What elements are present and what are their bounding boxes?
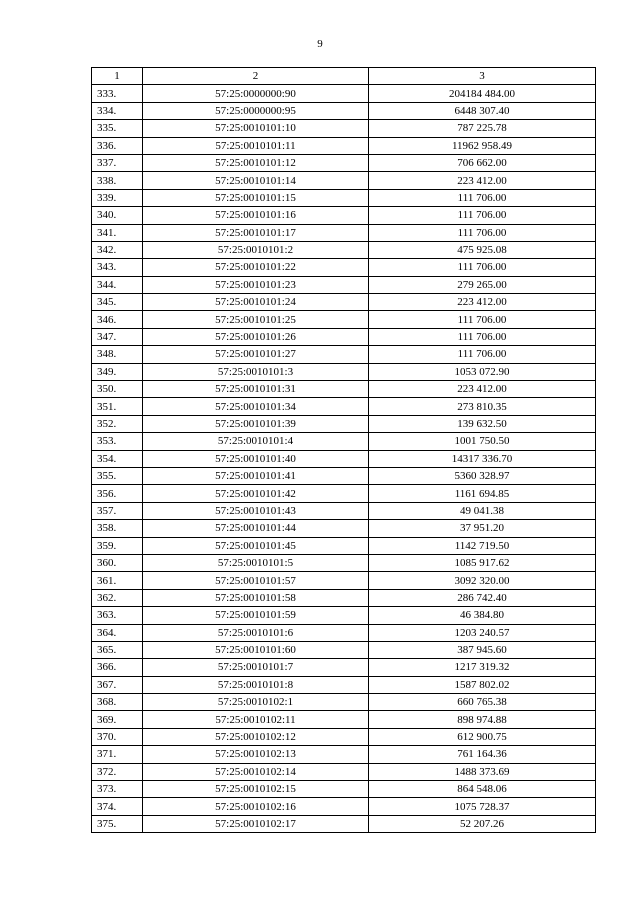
table-row (92, 381, 596, 398)
table-row (92, 346, 596, 363)
cadastral-value-cell: 111 706.00 (369, 224, 596, 241)
column-header-number: 1 (92, 68, 143, 85)
cadastral-number-cell: 57:25:0010101:15 (143, 189, 369, 206)
cadastral-value-cell: 111 706.00 (369, 189, 596, 206)
table-row (92, 85, 596, 102)
cadastral-value-cell: 139 632.50 (369, 415, 596, 432)
table-row (92, 189, 596, 206)
cadastral-number-cell: 57:25:0010101:45 (143, 537, 369, 554)
table-row (92, 450, 596, 467)
row-number-cell: 348. (92, 346, 143, 363)
row-number-cell: 368. (92, 694, 143, 711)
table-row (92, 154, 596, 171)
row-number-cell: 358. (92, 520, 143, 537)
cadastral-number-cell: 57:25:0010102:12 (143, 728, 369, 745)
table-row (92, 311, 596, 328)
cadastral-number-cell: 57:25:0010101:60 (143, 641, 369, 658)
cadastral-number-cell: 57:25:0010101:2 (143, 241, 369, 258)
row-number-cell: 365. (92, 641, 143, 658)
cadastral-value-cell: 1203 240.57 (369, 624, 596, 641)
row-number-cell: 359. (92, 537, 143, 554)
row-number-cell: 366. (92, 659, 143, 676)
row-number-cell: 346. (92, 311, 143, 328)
row-number-cell: 344. (92, 276, 143, 293)
cadastral-value-table (91, 67, 596, 833)
row-number-cell: 367. (92, 676, 143, 693)
cadastral-number-cell: 57:25:0010101:34 (143, 398, 369, 415)
table-row (92, 763, 596, 780)
row-number-cell: 363. (92, 607, 143, 624)
table-row (92, 467, 596, 484)
table-row (92, 537, 596, 554)
column-header-cadastral-value: 3 (369, 68, 596, 85)
row-number-cell: 337. (92, 154, 143, 171)
cadastral-number-cell: 57:25:0010101:25 (143, 311, 369, 328)
row-number-cell: 338. (92, 172, 143, 189)
cadastral-value-cell: 14317 336.70 (369, 450, 596, 467)
cadastral-number-cell: 57:25:0010101:31 (143, 381, 369, 398)
cadastral-number-cell: 57:25:0010101:11 (143, 137, 369, 154)
cadastral-value-cell: 111 706.00 (369, 259, 596, 276)
cadastral-number-cell: 57:25:0010101:41 (143, 467, 369, 484)
table-row (92, 659, 596, 676)
cadastral-value-cell: 1161 694.85 (369, 485, 596, 502)
cadastral-value-cell: 1142 719.50 (369, 537, 596, 554)
cadastral-value-cell: 11962 958.49 (369, 137, 596, 154)
table-row (92, 485, 596, 502)
cadastral-value-cell: 273 810.35 (369, 398, 596, 415)
cadastral-value-cell: 1053 072.90 (369, 363, 596, 380)
row-number-cell: 356. (92, 485, 143, 502)
table-row (92, 224, 596, 241)
table-row (92, 798, 596, 815)
cadastral-value-cell: 37 951.20 (369, 520, 596, 537)
table-row (92, 207, 596, 224)
cadastral-number-cell: 57:25:0000000:90 (143, 85, 369, 102)
cadastral-value-cell: 475 925.08 (369, 241, 596, 258)
cadastral-number-cell: 57:25:0010101:22 (143, 259, 369, 276)
table-row (92, 120, 596, 137)
row-number-cell: 345. (92, 294, 143, 311)
cadastral-value-cell: 111 706.00 (369, 311, 596, 328)
cadastral-value-cell: 1075 728.37 (369, 798, 596, 815)
row-number-cell: 342. (92, 241, 143, 258)
row-number-cell: 343. (92, 259, 143, 276)
page-number: 9 (317, 38, 323, 50)
cadastral-number-cell: 57:25:0010101:7 (143, 659, 369, 676)
row-number-cell: 361. (92, 572, 143, 589)
cadastral-value-cell: 223 412.00 (369, 381, 596, 398)
cadastral-number-cell: 57:25:0010102:16 (143, 798, 369, 815)
row-number-cell: 336. (92, 137, 143, 154)
row-number-cell: 339. (92, 189, 143, 206)
cadastral-number-cell: 57:25:0010101:17 (143, 224, 369, 241)
cadastral-number-cell: 57:25:0010101:40 (143, 450, 369, 467)
row-number-cell: 347. (92, 328, 143, 345)
table-row (92, 554, 596, 571)
row-number-cell: 360. (92, 554, 143, 571)
cadastral-number-cell: 57:25:0010101:26 (143, 328, 369, 345)
cadastral-value-cell: 223 412.00 (369, 172, 596, 189)
table-row (92, 433, 596, 450)
cadastral-number-cell: 57:25:0010101:5 (143, 554, 369, 571)
cadastral-value-cell: 1587 802.02 (369, 676, 596, 693)
cadastral-number-cell: 57:25:0010101:58 (143, 589, 369, 606)
cadastral-value-cell: 46 384.80 (369, 607, 596, 624)
table-row (92, 520, 596, 537)
table-row (92, 259, 596, 276)
table-row (92, 172, 596, 189)
row-number-cell: 340. (92, 207, 143, 224)
table-row (92, 728, 596, 745)
table-row (92, 589, 596, 606)
cadastral-number-cell: 57:25:0010101:14 (143, 172, 369, 189)
cadastral-number-cell: 57:25:0010102:17 (143, 815, 369, 832)
cadastral-number-cell: 57:25:0000000:95 (143, 102, 369, 119)
table-row (92, 746, 596, 763)
table-row (92, 676, 596, 693)
column-header-cadastral-number: 2 (143, 68, 369, 85)
cadastral-number-cell: 57:25:0010102:14 (143, 763, 369, 780)
cadastral-value-cell: 5360 328.97 (369, 467, 596, 484)
cadastral-value-cell: 864 548.06 (369, 781, 596, 798)
row-number-cell: 333. (92, 85, 143, 102)
cadastral-number-cell: 57:25:0010102:11 (143, 711, 369, 728)
cadastral-number-cell: 57:25:0010102:15 (143, 781, 369, 798)
cadastral-number-cell: 57:25:0010101:24 (143, 294, 369, 311)
row-number-cell: 364. (92, 624, 143, 641)
cadastral-value-cell: 761 164.36 (369, 746, 596, 763)
row-number-cell: 352. (92, 415, 143, 432)
table-row (92, 815, 596, 832)
row-number-cell: 371. (92, 746, 143, 763)
table-row (92, 363, 596, 380)
row-number-cell: 375. (92, 815, 143, 832)
cadastral-value-cell: 1488 373.69 (369, 763, 596, 780)
cadastral-number-cell: 57:25:0010101:42 (143, 485, 369, 502)
table-row (92, 415, 596, 432)
table-row (92, 572, 596, 589)
cadastral-number-cell: 57:25:0010101:43 (143, 502, 369, 519)
table-row (92, 328, 596, 345)
cadastral-value-cell: 223 412.00 (369, 294, 596, 311)
cadastral-value-cell: 3092 320.00 (369, 572, 596, 589)
cadastral-number-cell: 57:25:0010101:4 (143, 433, 369, 450)
row-number-cell: 351. (92, 398, 143, 415)
row-number-cell: 353. (92, 433, 143, 450)
table-row (92, 241, 596, 258)
cadastral-number-cell: 57:25:0010101:59 (143, 607, 369, 624)
cadastral-number-cell: 57:25:0010101:27 (143, 346, 369, 363)
row-number-cell: 350. (92, 381, 143, 398)
cadastral-number-cell: 57:25:0010101:3 (143, 363, 369, 380)
cadastral-number-cell: 57:25:0010101:44 (143, 520, 369, 537)
cadastral-number-cell: 57:25:0010101:8 (143, 676, 369, 693)
cadastral-number-cell: 57:25:0010101:57 (143, 572, 369, 589)
cadastral-value-cell: 898 974.88 (369, 711, 596, 728)
table-header-row (92, 68, 596, 85)
cadastral-value-cell: 1217 319.32 (369, 659, 596, 676)
cadastral-value-cell: 706 662.00 (369, 154, 596, 171)
table-row (92, 398, 596, 415)
row-number-cell: 369. (92, 711, 143, 728)
table-row (92, 781, 596, 798)
cadastral-value-cell: 612 900.75 (369, 728, 596, 745)
cadastral-number-cell: 57:25:0010102:13 (143, 746, 369, 763)
cadastral-number-cell: 57:25:0010101:39 (143, 415, 369, 432)
row-number-cell: 374. (92, 798, 143, 815)
row-number-cell: 370. (92, 728, 143, 745)
table-row (92, 502, 596, 519)
cadastral-number-cell: 57:25:0010101:23 (143, 276, 369, 293)
cadastral-number-cell: 57:25:0010101:6 (143, 624, 369, 641)
cadastral-value-cell: 787 225.78 (369, 120, 596, 137)
row-number-cell: 372. (92, 763, 143, 780)
cadastral-number-cell: 57:25:0010101:16 (143, 207, 369, 224)
table-row (92, 607, 596, 624)
table-row (92, 276, 596, 293)
table-row (92, 102, 596, 119)
table-row (92, 711, 596, 728)
table-row (92, 137, 596, 154)
row-number-cell: 373. (92, 781, 143, 798)
cadastral-value-cell: 111 706.00 (369, 346, 596, 363)
row-number-cell: 355. (92, 467, 143, 484)
cadastral-number-cell: 57:25:0010102:1 (143, 694, 369, 711)
row-number-cell: 334. (92, 102, 143, 119)
table-row (92, 624, 596, 641)
row-number-cell: 357. (92, 502, 143, 519)
cadastral-value-cell: 279 265.00 (369, 276, 596, 293)
cadastral-value-cell: 6448 307.40 (369, 102, 596, 119)
table-row (92, 294, 596, 311)
cadastral-value-cell: 387 945.60 (369, 641, 596, 658)
row-number-cell: 349. (92, 363, 143, 380)
cadastral-number-cell: 57:25:0010101:10 (143, 120, 369, 137)
cadastral-value-cell: 204184 484.00 (369, 85, 596, 102)
cadastral-value-cell: 286 742.40 (369, 589, 596, 606)
cadastral-value-cell: 111 706.00 (369, 328, 596, 345)
cadastral-value-cell: 49 041.38 (369, 502, 596, 519)
cadastral-value-cell: 660 765.38 (369, 694, 596, 711)
cadastral-value-cell: 52 207.26 (369, 815, 596, 832)
table-row (92, 694, 596, 711)
table-body (92, 85, 596, 833)
row-number-cell: 341. (92, 224, 143, 241)
cadastral-value-cell: 1085 917.62 (369, 554, 596, 571)
row-number-cell: 354. (92, 450, 143, 467)
table-row (92, 641, 596, 658)
row-number-cell: 362. (92, 589, 143, 606)
row-number-cell: 335. (92, 120, 143, 137)
cadastral-number-cell: 57:25:0010101:12 (143, 154, 369, 171)
cadastral-value-cell: 111 706.00 (369, 207, 596, 224)
cadastral-value-cell: 1001 750.50 (369, 433, 596, 450)
